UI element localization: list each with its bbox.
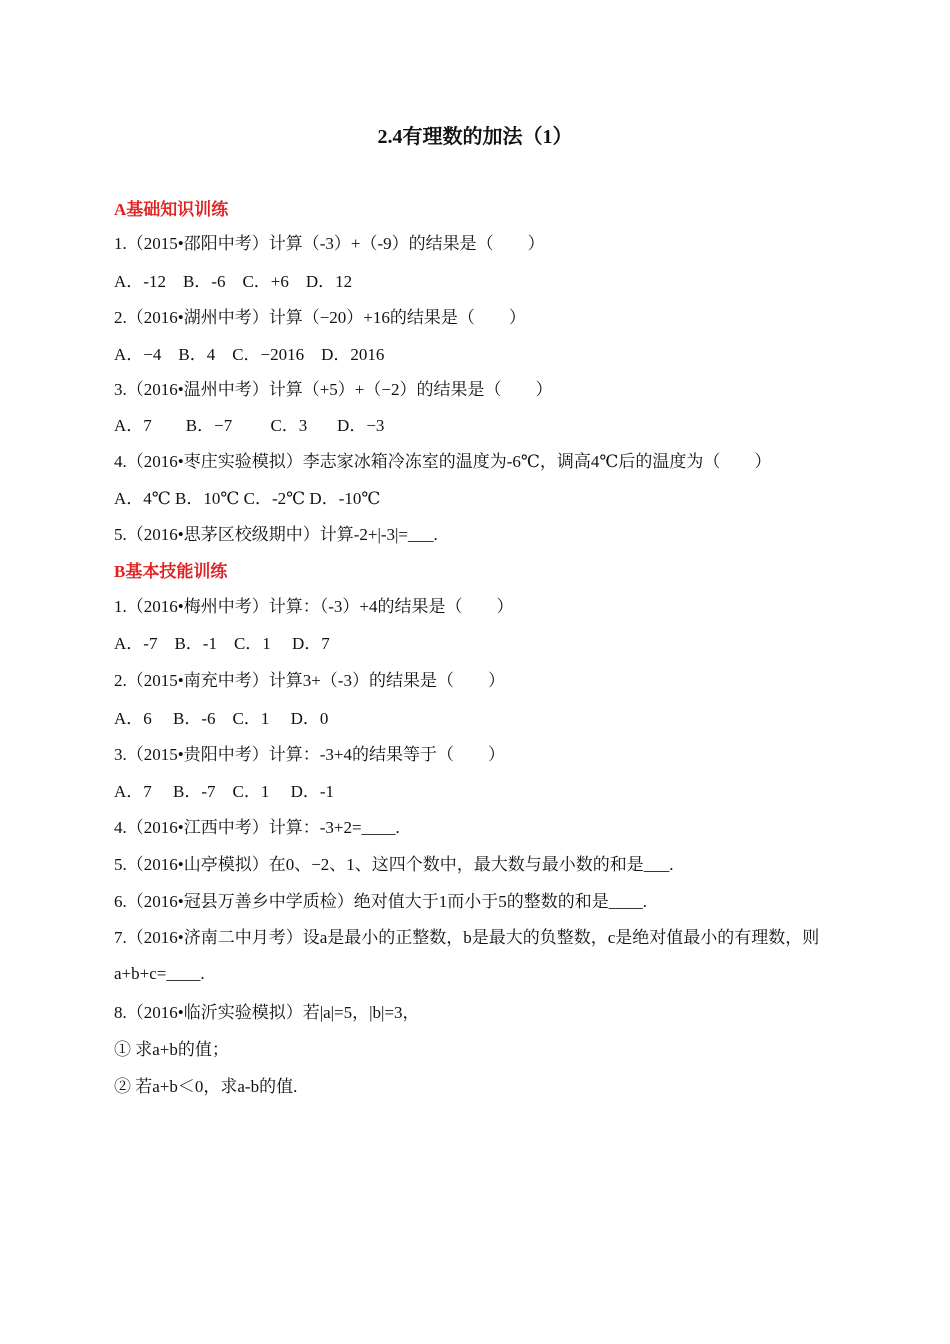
question-a1: 1.（2015•邵阳中考）计算（-3）+（-9）的结果是（ ） bbox=[114, 234, 545, 253]
question-b3: 3.（2015•贵阳中考）计算：-3+4的结果等于（ ） bbox=[114, 745, 505, 764]
options-b3: A．7 B．-7 C．1 D．-1 bbox=[114, 782, 335, 801]
question-b8-part1: ① 求a+b的值； bbox=[114, 1040, 229, 1059]
question-a3: 3.（2016•温州中考）计算（+5）+（−2）的结果是（ ） bbox=[114, 380, 553, 399]
question-b1: 1.（2016•梅州中考）计算：（-3）+4的结果是（ ） bbox=[114, 597, 514, 616]
section-b-heading: B基本技能训练 bbox=[114, 562, 228, 581]
options-b1: A．-7 B．-1 C．1 D．7 bbox=[114, 634, 330, 653]
question-b7: 7.（2016•济南二中月考）设a是最小的正整数，b是最大的负整数，c是绝对值最小的有理数，则a+b+c=____. bbox=[114, 928, 820, 983]
question-b6: 6.（2016•冠县万善乡中学质检）绝对值大于1而小于5的整数的和是____. bbox=[114, 892, 647, 911]
page-title: 2.4有理数的加法（1） bbox=[377, 126, 573, 148]
question-b4: 4.（2016•江西中考）计算：-3+2=____. bbox=[114, 818, 400, 837]
question-a4: 4.（2016•枣庄实验模拟）李志家冰箱冷冻室的温度为-6℃，调高4℃后的温度为（ ） bbox=[114, 452, 772, 471]
question-b2: 2.（2015•南充中考）计算3+（-3）的结果是（ ） bbox=[114, 671, 505, 690]
question-b8: 8.（2016•临沂实验模拟）若|a|=5，|b|=3， bbox=[114, 1003, 420, 1022]
question-a2: 2.（2016•湖州中考）计算（−20）+16的结果是（ ） bbox=[114, 308, 526, 327]
section-a-heading: A基础知识训练 bbox=[114, 200, 229, 219]
question-b8-part2: ② 若a+b＜0，求a-b的值. bbox=[114, 1077, 298, 1096]
options-a2: A．−4 B．4 C．−2016 D．2016 bbox=[114, 345, 385, 364]
options-a4: A．4℃ B．10℃ C．-2℃ D．-10℃ bbox=[114, 489, 381, 508]
question-b5: 5.（2016•山亭模拟）在0、−2、1、这四个数中，最大数与最小数的和是___. bbox=[114, 855, 674, 874]
options-a1: A．-12 B．-6 C．+6 D．12 bbox=[114, 272, 353, 291]
options-a3: A．7 B．−7 C．3 D．−3 bbox=[114, 416, 385, 435]
question-a5: 5.（2016•思茅区校级期中）计算-2+|-3|=___. bbox=[114, 525, 438, 544]
options-b2: A．6 B．-6 C．1 D．0 bbox=[114, 709, 329, 728]
